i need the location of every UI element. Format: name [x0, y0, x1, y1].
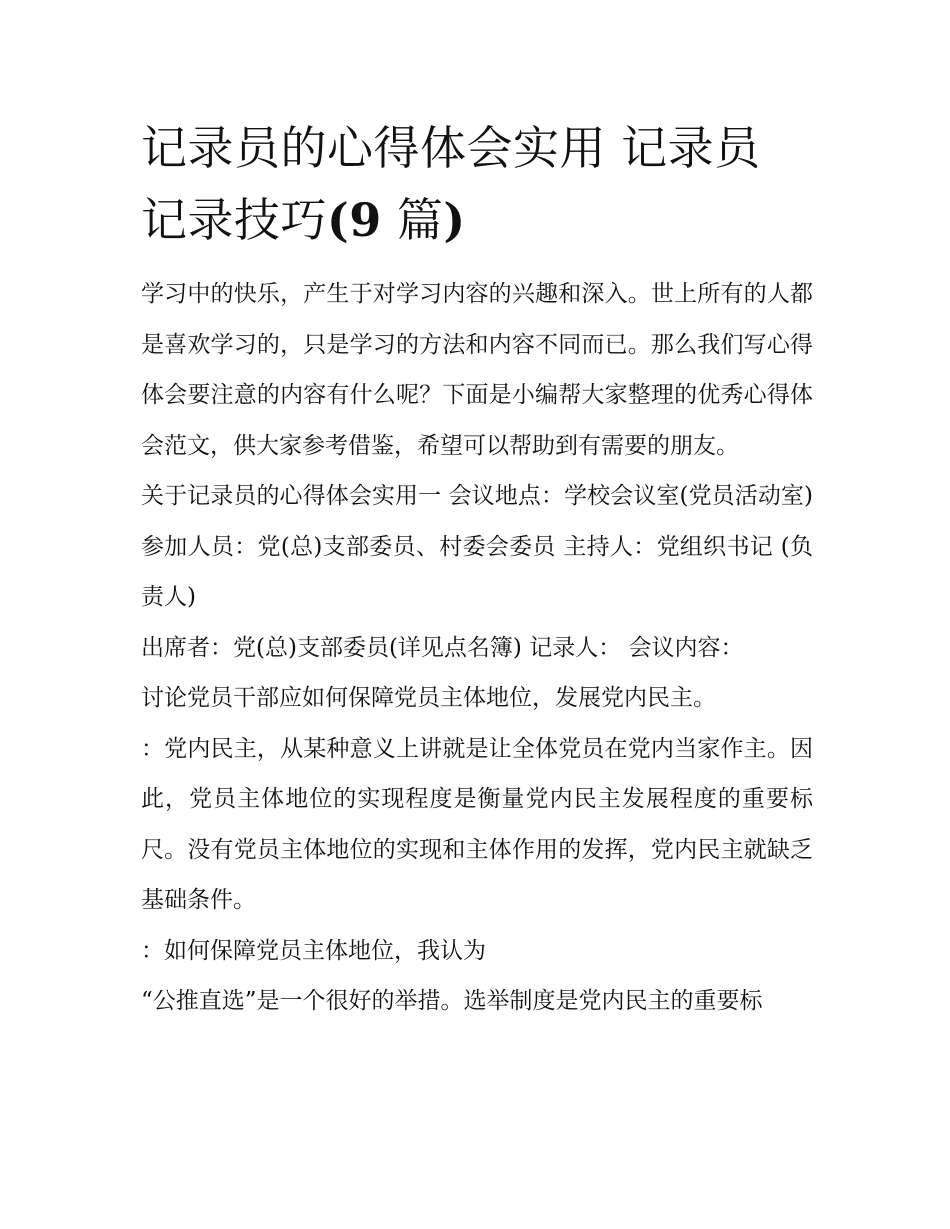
document-title [141, 112, 813, 256]
title-line-1: 记录员的心得体会实用 记录员 [141, 121, 761, 175]
body-paragraph: ：党内民主，从某种意义上讲就是让全体党员在党内当家作主。因此，党员主体地位的实现程度是衡量党内民主发展程度的重要标尺。没有党员主体地位的实现和主体作用的发挥，党内民主就缺乏基础条件。 [141, 735, 813, 913]
title-line-2-number: (9 [327, 193, 382, 247]
title-line-2-text: 记录技巧 [141, 193, 327, 247]
body-paragraph: 关于记录员的心得体会实用一 会议地点：学校会议室(党员活动室) 参加人员：党(总)支部委员、村委会委员 主持人：党组织书记 (负责人) [141, 483, 813, 610]
body-paragraph: 讨论党员干部应如何保障党员主体地位，发展党内民主。 [141, 685, 716, 711]
body-paragraph: 出席者：党(总)支部委员(详见点名簿) 记录人： 会议内容： [141, 634, 744, 661]
body-paragraph: ：如何保障党员主体地位，我认为 [141, 937, 486, 964]
body-paragraph: 学习中的快乐，产生于对学习内容的兴趣和深入。世上所有的人都是喜欢学习的，只是学习的方法和内容不同而已。那么我们写心得体会要注意的内容有什么呢？下面是小编帮大家整理的优秀心得体会范文，供大家参考借鉴，希望可以帮助到有需要的朋友。 [141, 281, 813, 459]
title-line-2-unit: 篇 [381, 193, 444, 247]
title-line-2-close: ) [443, 193, 466, 247]
body-paragraph: “公推直选”是一个很好的举措。选举制度是党内民主的重要标 [141, 988, 763, 1014]
document-page [141, 112, 813, 1027]
